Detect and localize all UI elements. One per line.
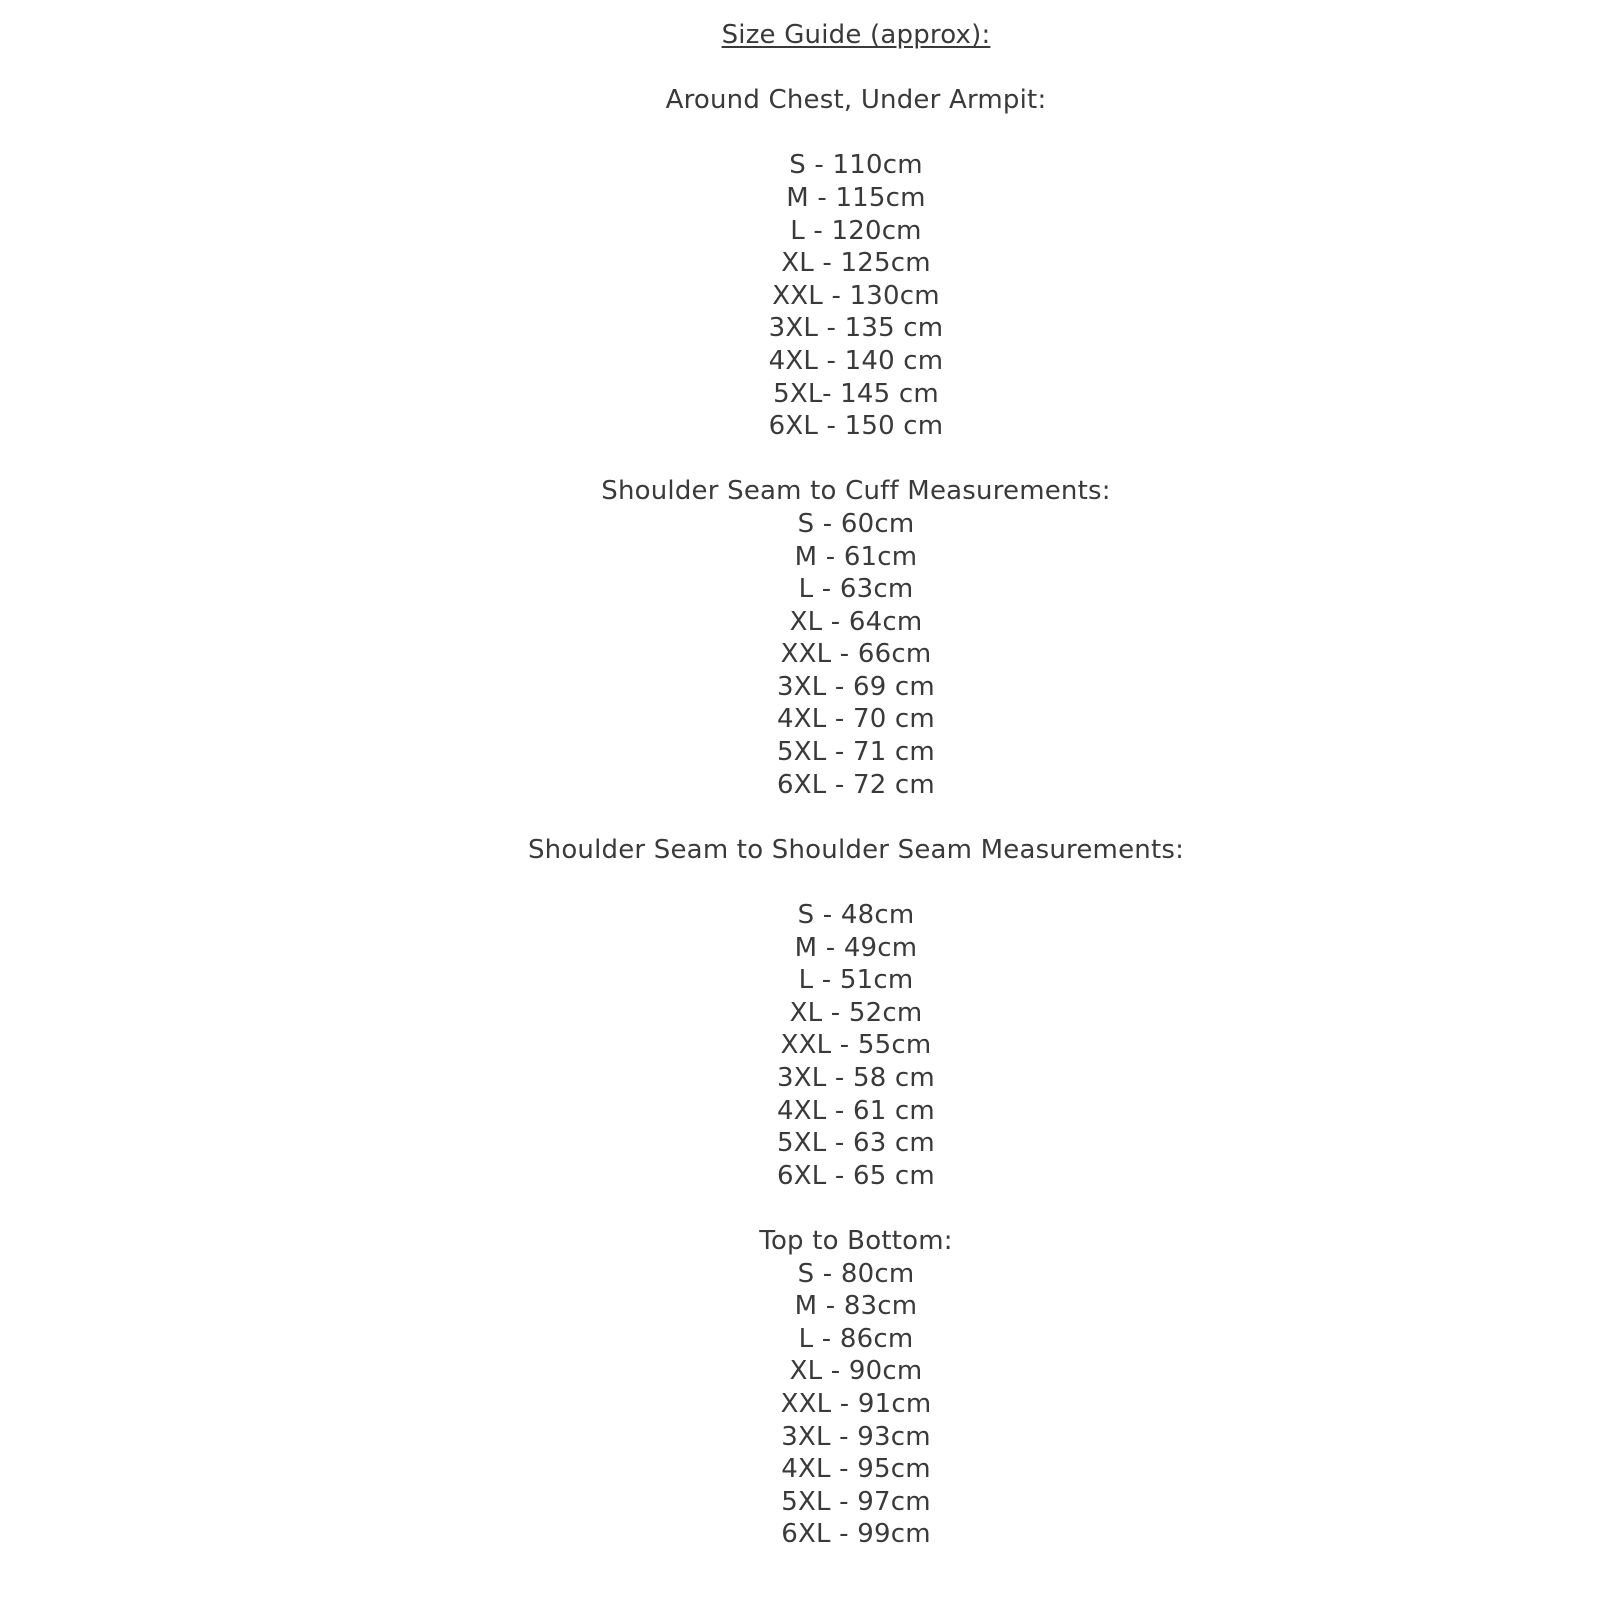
size-measurement-item: L - 51cm [798, 965, 914, 996]
size-measurement-item: S - 48cm [797, 900, 915, 931]
section-heading: Shoulder Seam to Cuff Measurements: [601, 476, 1111, 507]
size-measurement-item: L - 63cm [798, 574, 914, 605]
size-measurement-item: 5XL - 63 cm [777, 1128, 935, 1159]
size-measurement-item: XXL - 130cm [772, 280, 940, 311]
size-measurement-item: 6XL - 72 cm [777, 769, 935, 800]
size-measurement-item: XL - 125cm [781, 248, 931, 279]
size-measurement-item: S - 80cm [797, 1258, 915, 1289]
size-measurement-item: XL - 52cm [789, 997, 923, 1028]
blank-line [112, 801, 1600, 834]
size-measurement-item: L - 120cm [790, 215, 922, 246]
size-measurement-item: 4XL - 140 cm [768, 345, 944, 376]
size-measurement-item: 6XL - 65 cm [777, 1160, 935, 1191]
size-measurement-item: 4XL - 70 cm [777, 704, 935, 735]
section-heading: Around Chest, Under Armpit: [665, 85, 1047, 116]
size-guide-title: Size Guide (approx): [721, 20, 991, 50]
size-measurement-item: 3XL - 135 cm [768, 313, 944, 344]
size-measurement-item: 3XL - 69 cm [777, 671, 935, 702]
size-measurement-item: M - 83cm [794, 1291, 918, 1322]
blank-line [112, 1192, 1600, 1225]
section-heading: Shoulder Seam to Shoulder Seam Measurements: [527, 834, 1185, 865]
size-measurement-item: 6XL - 99cm [781, 1519, 931, 1550]
size-measurement-item: XXL - 91cm [780, 1388, 932, 1419]
size-measurement-item: S - 60cm [797, 508, 915, 539]
size-measurement-item: 3XL - 93cm [781, 1421, 931, 1452]
size-measurement-item: 5XL - 71 cm [777, 737, 935, 768]
size-measurement-item: M - 49cm [794, 932, 918, 963]
blank-line [112, 52, 1600, 85]
size-measurement-item: XXL - 55cm [780, 1030, 932, 1061]
blank-line [112, 866, 1600, 899]
size-measurement-item: M - 115cm [786, 182, 926, 213]
size-measurement-item: S - 110cm [789, 150, 923, 181]
size-measurement-item: XXL - 66cm [780, 639, 932, 670]
size-measurement-item: 5XL - 97cm [781, 1486, 931, 1517]
size-measurement-item: 6XL - 150 cm [768, 411, 944, 442]
size-measurement-item: L - 86cm [798, 1323, 914, 1354]
size-measurement-item: 5XL- 145 cm [773, 378, 939, 409]
size-measurement-item: M - 61cm [794, 541, 918, 572]
size-measurement-item: 4XL - 95cm [781, 1454, 931, 1485]
size-measurement-item: XL - 90cm [789, 1356, 923, 1387]
size-guide-sections [112, 52, 1600, 1551]
size-measurement-item: XL - 64cm [789, 606, 923, 637]
size-measurement-item: 3XL - 58 cm [777, 1063, 935, 1093]
blank-line [112, 443, 1600, 476]
size-measurement-item: 4XL - 61 cm [777, 1095, 935, 1126]
blank-line [112, 117, 1600, 150]
section-heading: Top to Bottom: [759, 1225, 953, 1256]
